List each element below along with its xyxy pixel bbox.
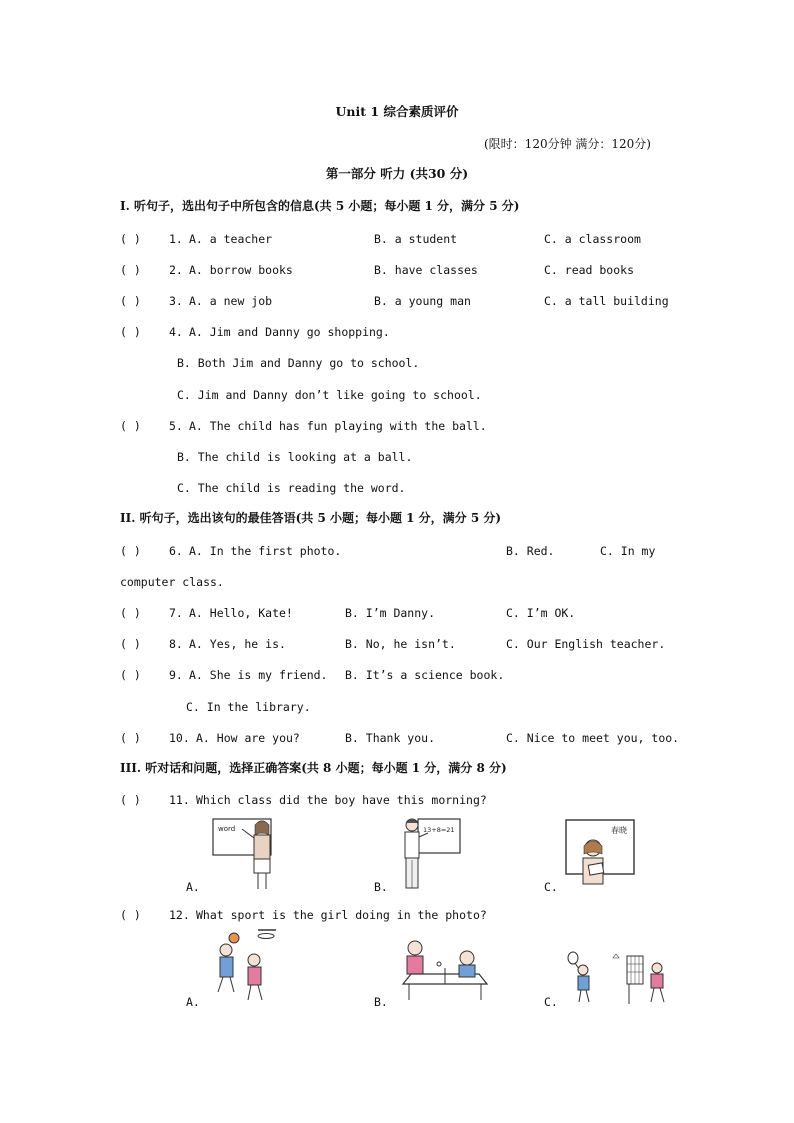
part-title: 第一部分 听力 (共30 分) (325, 166, 469, 181)
board-math-text: 13+8=21 (423, 826, 455, 834)
option-b: B. Thank you. (345, 731, 436, 745)
option-a: A. a new job (189, 294, 273, 308)
option-a: A. She is my friend. (189, 668, 328, 682)
option-b: B. No, he isn’t. (345, 637, 456, 651)
option-a: A. Jim and Danny go shopping. (189, 325, 390, 339)
answer-bracket[interactable]: ( ) (120, 325, 141, 339)
question-text: What sport is the girl doing in the photo? (196, 908, 487, 922)
page-title: Unit 1 综合素质评价 (335, 104, 459, 119)
section-1-heading: I. 听句子，选出句子中所包含的信息(共 5 小题；每小题 1 分，满分 5 分) (120, 199, 520, 213)
option-a: A. Yes, he is. (189, 637, 286, 651)
question-number: 9. (169, 668, 183, 682)
badminton-picture (565, 950, 673, 1006)
question-number: 3. (169, 294, 183, 308)
question-number: 2. (169, 263, 183, 277)
answer-bracket[interactable]: ( ) (120, 294, 141, 308)
option-label-c: C. (544, 880, 558, 894)
option-a: A. How are you? (196, 731, 300, 745)
option-b: B. have classes (374, 263, 478, 277)
question-number: 5. (169, 419, 183, 433)
answer-bracket[interactable]: ( ) (120, 908, 141, 922)
option-label-a: A. (186, 995, 200, 1009)
option-c: C. In my (600, 544, 656, 558)
option-label-c: C. (544, 995, 558, 1009)
question-text: Which class did the boy have this morning? (196, 793, 487, 807)
option-c: C. I’m OK. (506, 606, 576, 620)
option-a: A. The child has fun playing with the ball. (189, 419, 487, 433)
option-c: C. a classroom (544, 232, 641, 246)
time-limit: (限时：120分钟 满分：120分) (484, 137, 651, 151)
option-label-b: B. (374, 995, 388, 1009)
option-c: C. Nice to meet you, too. (506, 731, 680, 745)
section-2-heading: II. 听句子，选出该句的最佳答语(共 5 小题；每小题 1 分，满分 5 分) (120, 511, 502, 525)
answer-bracket[interactable]: ( ) (120, 668, 141, 682)
option-a: A. In the first photo. (189, 544, 342, 558)
answer-bracket[interactable]: ( ) (120, 263, 141, 277)
option-a: A. a teacher (189, 232, 273, 246)
option-label-a: A. (186, 880, 200, 894)
option-c: C. read books (544, 263, 635, 277)
answer-bracket[interactable]: ( ) (120, 419, 141, 433)
answer-bracket[interactable]: ( ) (120, 232, 141, 246)
english-class-picture (212, 815, 278, 893)
chinese-class-picture (565, 818, 637, 894)
option-b: B. It’s a science book. (345, 668, 505, 682)
question-number: 10. (169, 731, 190, 745)
answer-bracket[interactable]: ( ) (120, 731, 141, 745)
option-c: C. The child is reading the word. (177, 481, 406, 495)
option-b: B. a student (374, 232, 458, 246)
option-c: C. Our English teacher. (506, 637, 666, 651)
question-number: 11. (169, 793, 190, 807)
question-number: 6. (169, 544, 183, 558)
answer-bracket[interactable]: ( ) (120, 606, 141, 620)
question-number: 8. (169, 637, 183, 651)
option-b: B. Red. (506, 544, 555, 558)
math-class-picture (398, 815, 462, 893)
table-tennis-picture (395, 938, 495, 1004)
option-b: B. Both Jim and Danny go to school. (177, 356, 420, 370)
option-c: C. In the library. (186, 700, 311, 714)
option-c: C. a tall building (544, 294, 669, 308)
question-number: 4. (169, 325, 183, 339)
answer-bracket[interactable]: ( ) (120, 793, 141, 807)
section-3-heading: III. 听对话和问题，选择正确答案(共 8 小题；每小题 1 分，满分 8 分) (120, 761, 507, 775)
board-chinese-text: 春晓 (611, 826, 627, 835)
option-b: B. a young man (374, 294, 471, 308)
option-c: C. Jim and Danny don’t like going to school. (177, 388, 482, 402)
board-word-text: word (218, 825, 236, 833)
option-label-b: B. (374, 880, 388, 894)
question-number: 12. (169, 908, 190, 922)
option-a: A. borrow books (189, 263, 293, 277)
answer-bracket[interactable]: ( ) (120, 637, 141, 651)
option-b: B. The child is looking at a ball. (177, 450, 413, 464)
question-number: 1. (169, 232, 183, 246)
option-b: B. I’m Danny. (345, 606, 436, 620)
answer-bracket[interactable]: ( ) (120, 544, 141, 558)
question-number: 7. (169, 606, 183, 620)
basketball-picture (206, 928, 278, 1006)
option-a: A. Hello, Kate! (189, 606, 293, 620)
option-c-continued: computer class. (120, 575, 224, 589)
